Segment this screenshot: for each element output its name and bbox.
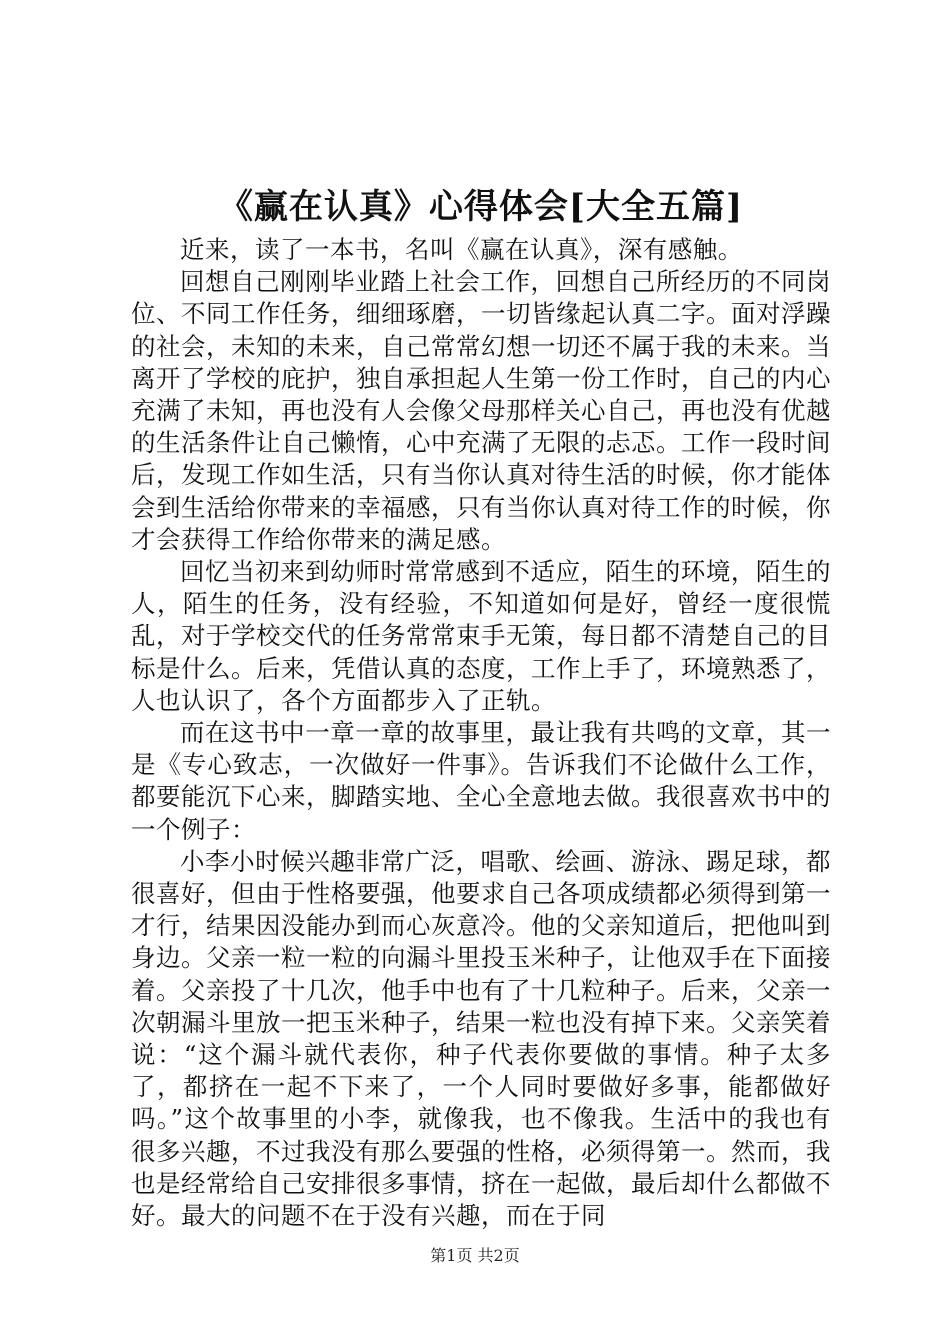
document-body [131,234,831,1232]
paragraph-4: 而在这书中一章一章的故事里，最让我有共鸣的文章，其一是《专心致志，一次做好一件事》。告诉我们不论做什么工作，都要能沉下心来，脚踏实地、全心全意地去做。我很喜欢书中的一个例子： [131,718,831,844]
page-footer: 第1页 共2页 [430,1246,520,1265]
document-title: 《赢在认真》心得体会[大全五篇] [218,187,744,227]
paragraph-2: 回想自己刚刚毕业踏上社会工作，回想自己所经历的不同岗位、不同工作任务，细细琢磨，一切皆缘起认真二字。面对浮躁的社会，未知的未来，自己常常幻想一切还不属于我的未来。当离开了学校的庇护，独自承担起人生第一份工作时，自己的内心充满了未知，再也没有人会像父母那样关心自己，再也没有优越的生活条件让自己懒惰，心中充满了无限的忐忑。工作一段时间后，发现工作如生活，只有当你认真对待生活的时候，你才能体会到生活给你带来的幸福感，只有当你认真对待工作的时候，你才会获得工作给你带来的满足感。 [131,267,831,554]
paragraph-5: 小李小时候兴趣非常广泛，唱歌、绘画、游泳、踢足球，都很喜好，但由于性格要强，他要求自己各项成绩都必须得到第一才行，结果因没能办到而心灰意冷。他的父亲知道后，把他叫到身边。父亲一粒一粒的向漏斗里投玉米种子，让他双手在下面接着。父亲投了十几次，他手中也有了十几粒种子。后来，父亲一次朝漏斗里放一把玉米种子，结果一粒也没有掉下来。父亲笑着说：“这个漏斗就代表你，种子代表你要做的事情。种子太多了，都挤在一起不下来了，一个人同时要做好多事，能都做好吗。”这个故事里的小李，就像我，也不像我。生活中的我也有很多兴趣，不过我没有那么要强的性格，必须得第一。然而，我也是经常给自己安排很多事情，挤在一起做，最后却什么都做不好。最大的问题不在于没有兴趣，而在于同 [131,846,831,1231]
paragraph-1: 近来，读了一本书，名叫《赢在认真》，深有感触。 [180,235,743,264]
paragraph-3: 回忆当初来到幼师时常常感到不适应，陌生的环境，陌生的人，陌生的任务，没有经验，不知道如何是好，曾经一度很慌乱，对于学校交代的任务常常束手无策，每日都不清楚自己的目标是什么。后来，凭借认真的态度，工作上手了，环境熟悉了，人也认识了，各个方面都步入了正轨。 [131,557,831,715]
